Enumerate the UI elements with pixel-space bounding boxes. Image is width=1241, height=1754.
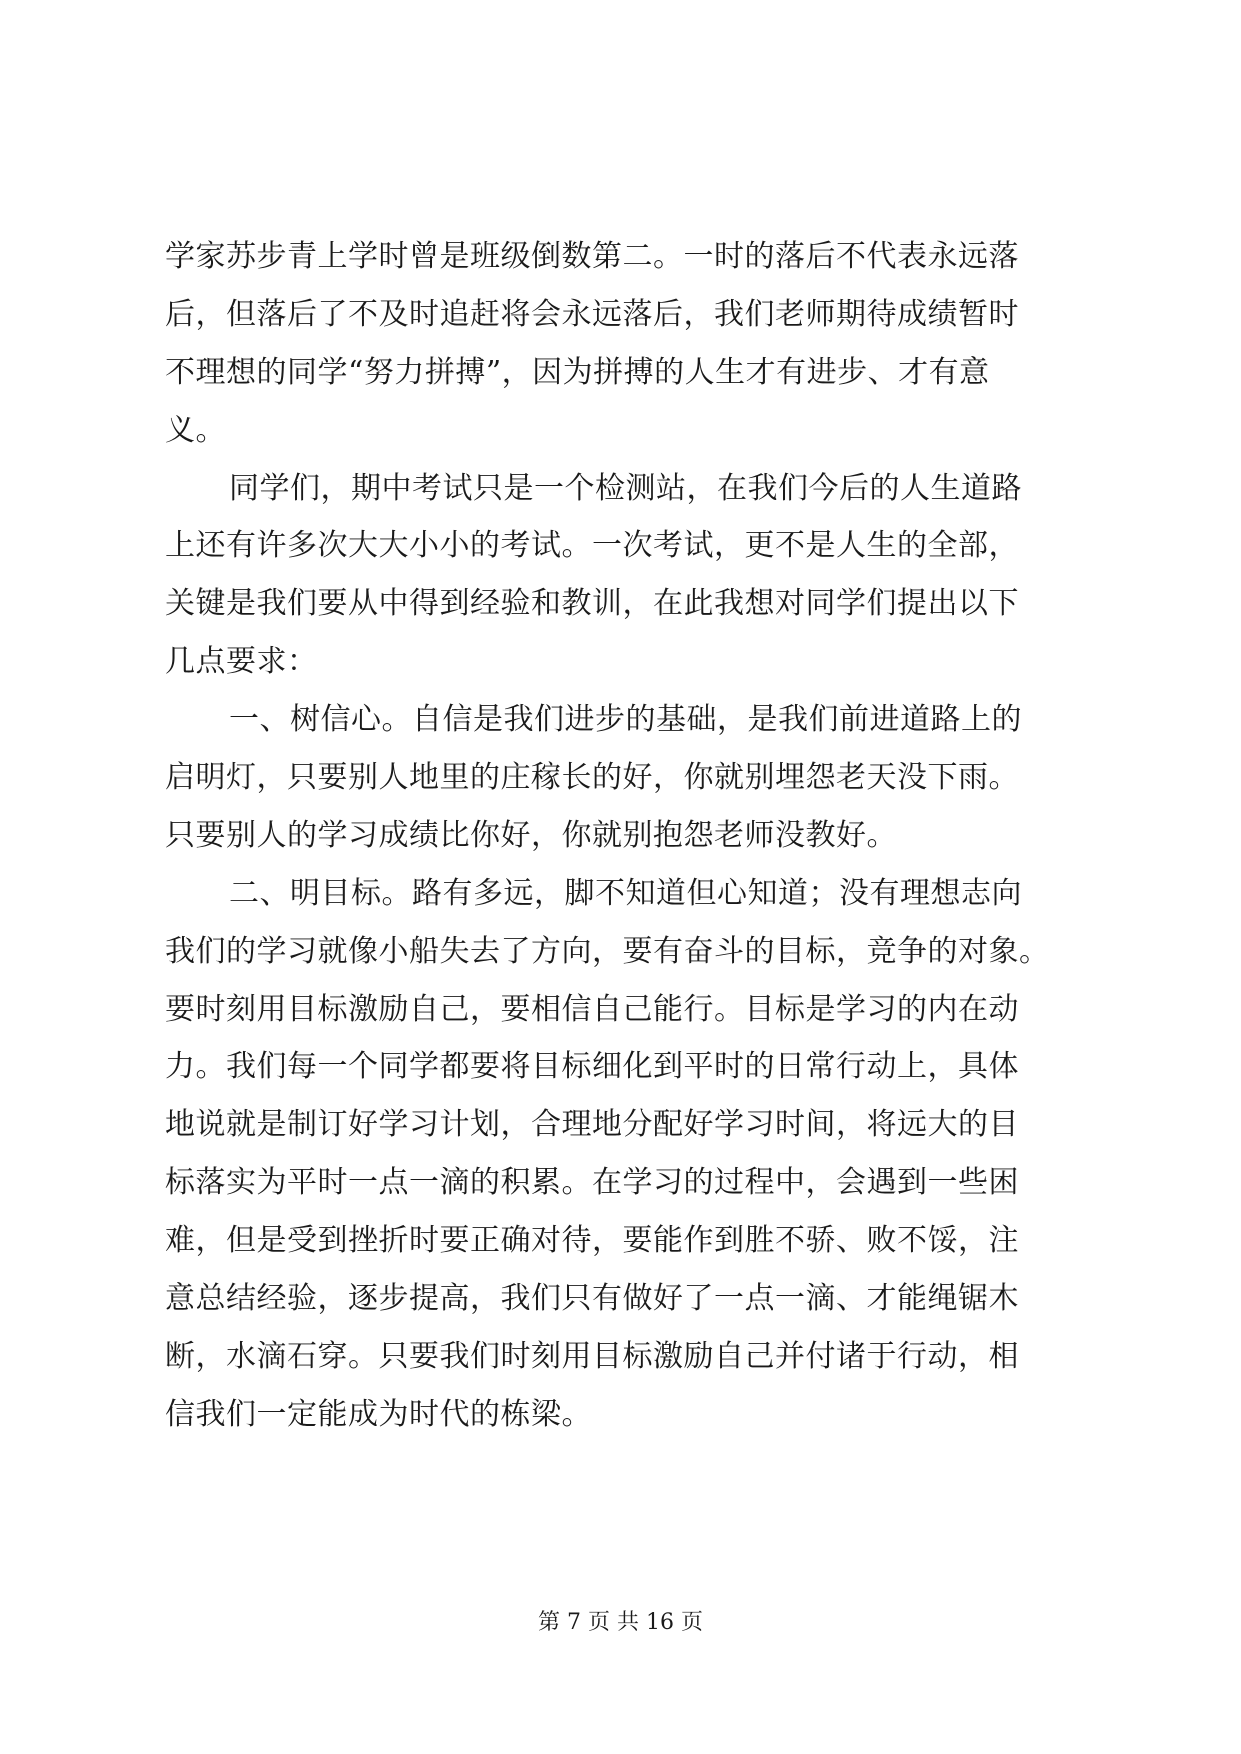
text-line: 断，水滴石穿。只要我们时刻用目标激励自己并付诸于行动，相 [165,1338,1019,1374]
text-line: 只要别人的学习成绩比你好，你就别抱怨老师没教好。 [165,817,897,853]
text-line: 关键是我们要从中得到经验和教训，在此我想对同学们提出以下 [165,586,1019,622]
page-footer: 第 7 页 共 16 页 [538,1610,703,1635]
text-line: 信我们一定能成为时代的栋梁。 [165,1396,592,1432]
text-line: 后，但落后了不及时追赶将会永远落后，我们老师期待成绩暂时 [165,296,1019,332]
text-line: 地说就是制订好学习计划，合理地分配好学习时间，将远大的目 [165,1107,1019,1143]
text-line: 力。我们每一个同学都要将目标细化到平时的日常行动上，具体 [165,1049,1019,1085]
text-line: 我们的学习就像小船失去了方向，要有奋斗的目标，竞争的对象。 [165,933,1050,969]
text-line: 学家苏步青上学时曾是班级倒数第二。一时的落后不代表永远落 [165,239,1019,274]
text-line: 意总结经验，逐步提高，我们只有做好了一点一滴、才能绳锯木 [165,1281,1019,1317]
text-line: 义。 [165,412,226,448]
text-line: 几点要求： [165,644,318,680]
text-line: 同学们，期中考试只是一个检测站，在我们今后的人生道路 [229,470,1022,506]
text-line: 一、树信心。自信是我们进步的基础，是我们前进道路上的 [229,702,1022,738]
text-line: 要时刻用目标激励自己，要相信自己能行。目标是学习的内在动 [165,991,1019,1027]
text-line: 二、明目标。路有多远，脚不知道但心知道；没有理想志向 [229,875,1022,911]
text-line: 标落实为平时一点一滴的积累。在学习的过程中，会遇到一些困 [165,1165,1019,1201]
text-line: 上还有许多次大大小小的考试。一次考试，更不是人生的全部， [165,528,1019,564]
document-body [165,228,1077,1444]
text-line: 不理想的同学“努力拼搏”，因为拼搏的人生才有进步、才有意 [165,354,990,390]
text-line: 启明灯，只要别人地里的庄稼长的好，你就别埋怨老天没下雨。 [165,760,1019,796]
text-line: 难，但是受到挫折时要正确对待，要能作到胜不骄、败不馁，注 [165,1223,1019,1259]
